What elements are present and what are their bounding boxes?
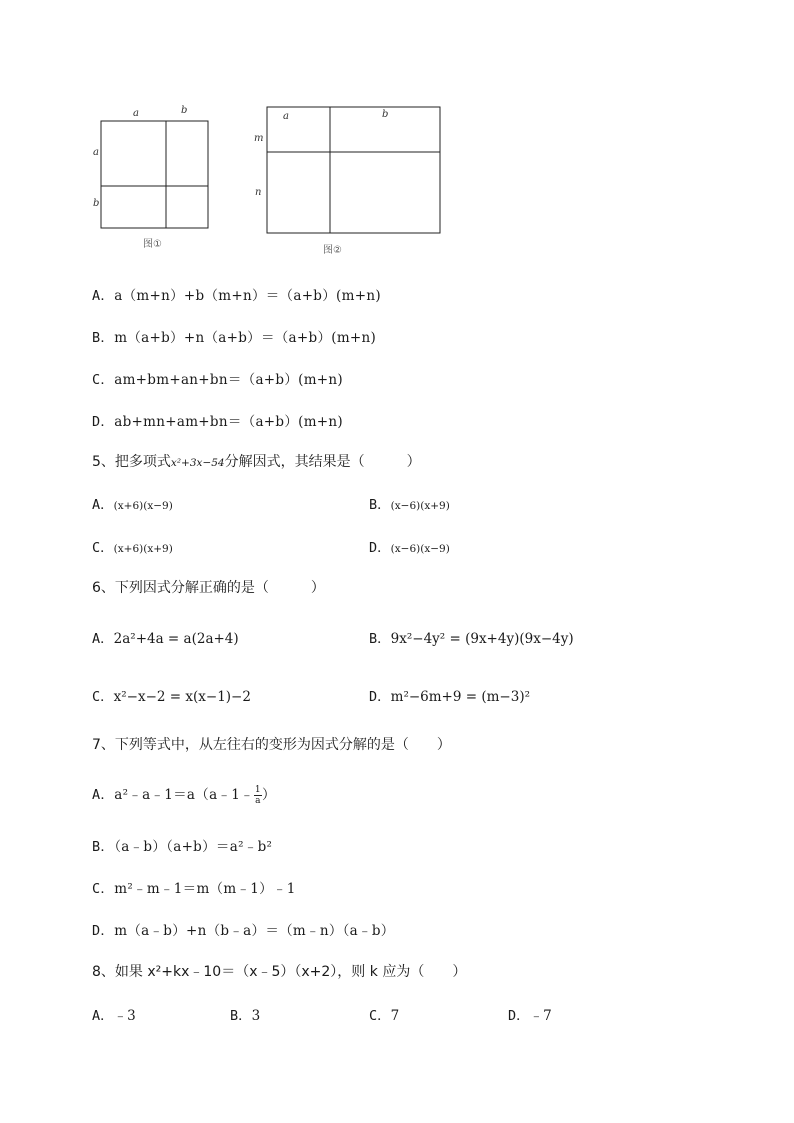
fig2-caption: 图② bbox=[323, 245, 342, 256]
q4-option-d[interactable]: D．ab+mn+am+bn＝（a+b）(m+n) bbox=[92, 414, 343, 430]
q5-polynomial: x²+3x−54 bbox=[170, 457, 225, 469]
q7-option-b[interactable]: B．（a﹣b）（a+b）＝a²﹣b² bbox=[92, 839, 273, 855]
q6-option-b[interactable]: B．9x²−4y² = (9x+4y)(9x−4y) bbox=[369, 631, 574, 647]
q7-option-a[interactable]: A．a²﹣a﹣1＝a（a﹣1﹣ $\frac{1}{a}$ ） bbox=[92, 785, 276, 806]
q7-option-c[interactable]: C．m²﹣m﹣1＝m（m﹣1）﹣1 bbox=[92, 881, 296, 897]
q5-stem: 5、把多项式x²+3x−54分解因式，其结果是（ ） bbox=[92, 454, 421, 470]
fig1-label-b-top: b bbox=[181, 105, 188, 116]
fig1-caption: 图① bbox=[143, 239, 162, 250]
q8-stem: 8、如果 x²+kx﹣10＝（x﹣5）（x+2），则 k 应为（ ） bbox=[92, 964, 467, 980]
q8-option-d[interactable]: D．﹣7 bbox=[508, 1008, 552, 1024]
q6-stem: 6、下列因式分解正确的是（ ） bbox=[92, 580, 325, 596]
q7-option-d[interactable]: D．m（a﹣b）+n（b﹣a）＝（m﹣n）（a﹣b） bbox=[92, 923, 395, 939]
q7-option-a-fraction: $\frac{1}{a}$ bbox=[254, 785, 261, 806]
q5-option-a[interactable]: A．(x+6)(x−9) bbox=[92, 497, 173, 513]
q5-option-c[interactable]: C．(x+6)(x+9) bbox=[92, 540, 173, 556]
q5-option-d[interactable]: D．(x−6)(x−9) bbox=[369, 540, 450, 556]
q8-option-c[interactable]: C．7 bbox=[369, 1008, 400, 1024]
q6-option-c[interactable]: C．x²−x−2 = x(x−1)−2 bbox=[92, 689, 251, 705]
fig1-label-a-left: a bbox=[93, 147, 99, 158]
q4-option-b[interactable]: B．m（a+b）+n（a+b）＝（a+b）(m+n) bbox=[92, 330, 377, 346]
q6-option-d[interactable]: D．m²−6m+9 = (m−3)² bbox=[369, 689, 530, 705]
q4-option-a-expr: a（m+n）+b（m+n）＝（a+b）(m+n) bbox=[114, 288, 381, 304]
q7-stem: 7、下列等式中，从左往右的变形为因式分解的是（ ） bbox=[92, 737, 451, 753]
q6-option-a[interactable]: A．2a²+4a = a(2a+4) bbox=[92, 631, 239, 647]
fig2-label-a-top: a bbox=[283, 111, 289, 122]
fig2-label-n-left: n bbox=[255, 187, 262, 198]
figure-2-rectangle-diagram bbox=[266, 106, 442, 236]
fig2-label-m-left: m bbox=[254, 133, 264, 144]
q5-option-b[interactable]: B．(x−6)(x+9) bbox=[369, 497, 450, 513]
fig1-label-a-top: a bbox=[133, 108, 139, 119]
fig2-label-b-top: b bbox=[382, 109, 389, 120]
q4-option-b-expr: m（a+b）+n（a+b）＝（a+b）(m+n) bbox=[114, 330, 377, 346]
q4-option-a[interactable]: A．a（m+n）+b（m+n）＝（a+b）(m+n) bbox=[92, 288, 381, 304]
q4-option-c-expr: am+bm+an+bn＝（a+b）(m+n) bbox=[114, 372, 343, 388]
q8-option-a[interactable]: A．﹣3 bbox=[92, 1008, 136, 1024]
fig1-label-b-left: b bbox=[93, 198, 100, 209]
q4-option-d-expr: ab+mn+am+bn＝（a+b）(m+n) bbox=[114, 414, 343, 430]
q8-option-b[interactable]: B．3 bbox=[230, 1008, 261, 1024]
q4-option-c[interactable]: C．am+bm+an+bn＝（a+b）(m+n) bbox=[92, 372, 343, 388]
figure-1-square-diagram bbox=[100, 120, 212, 230]
